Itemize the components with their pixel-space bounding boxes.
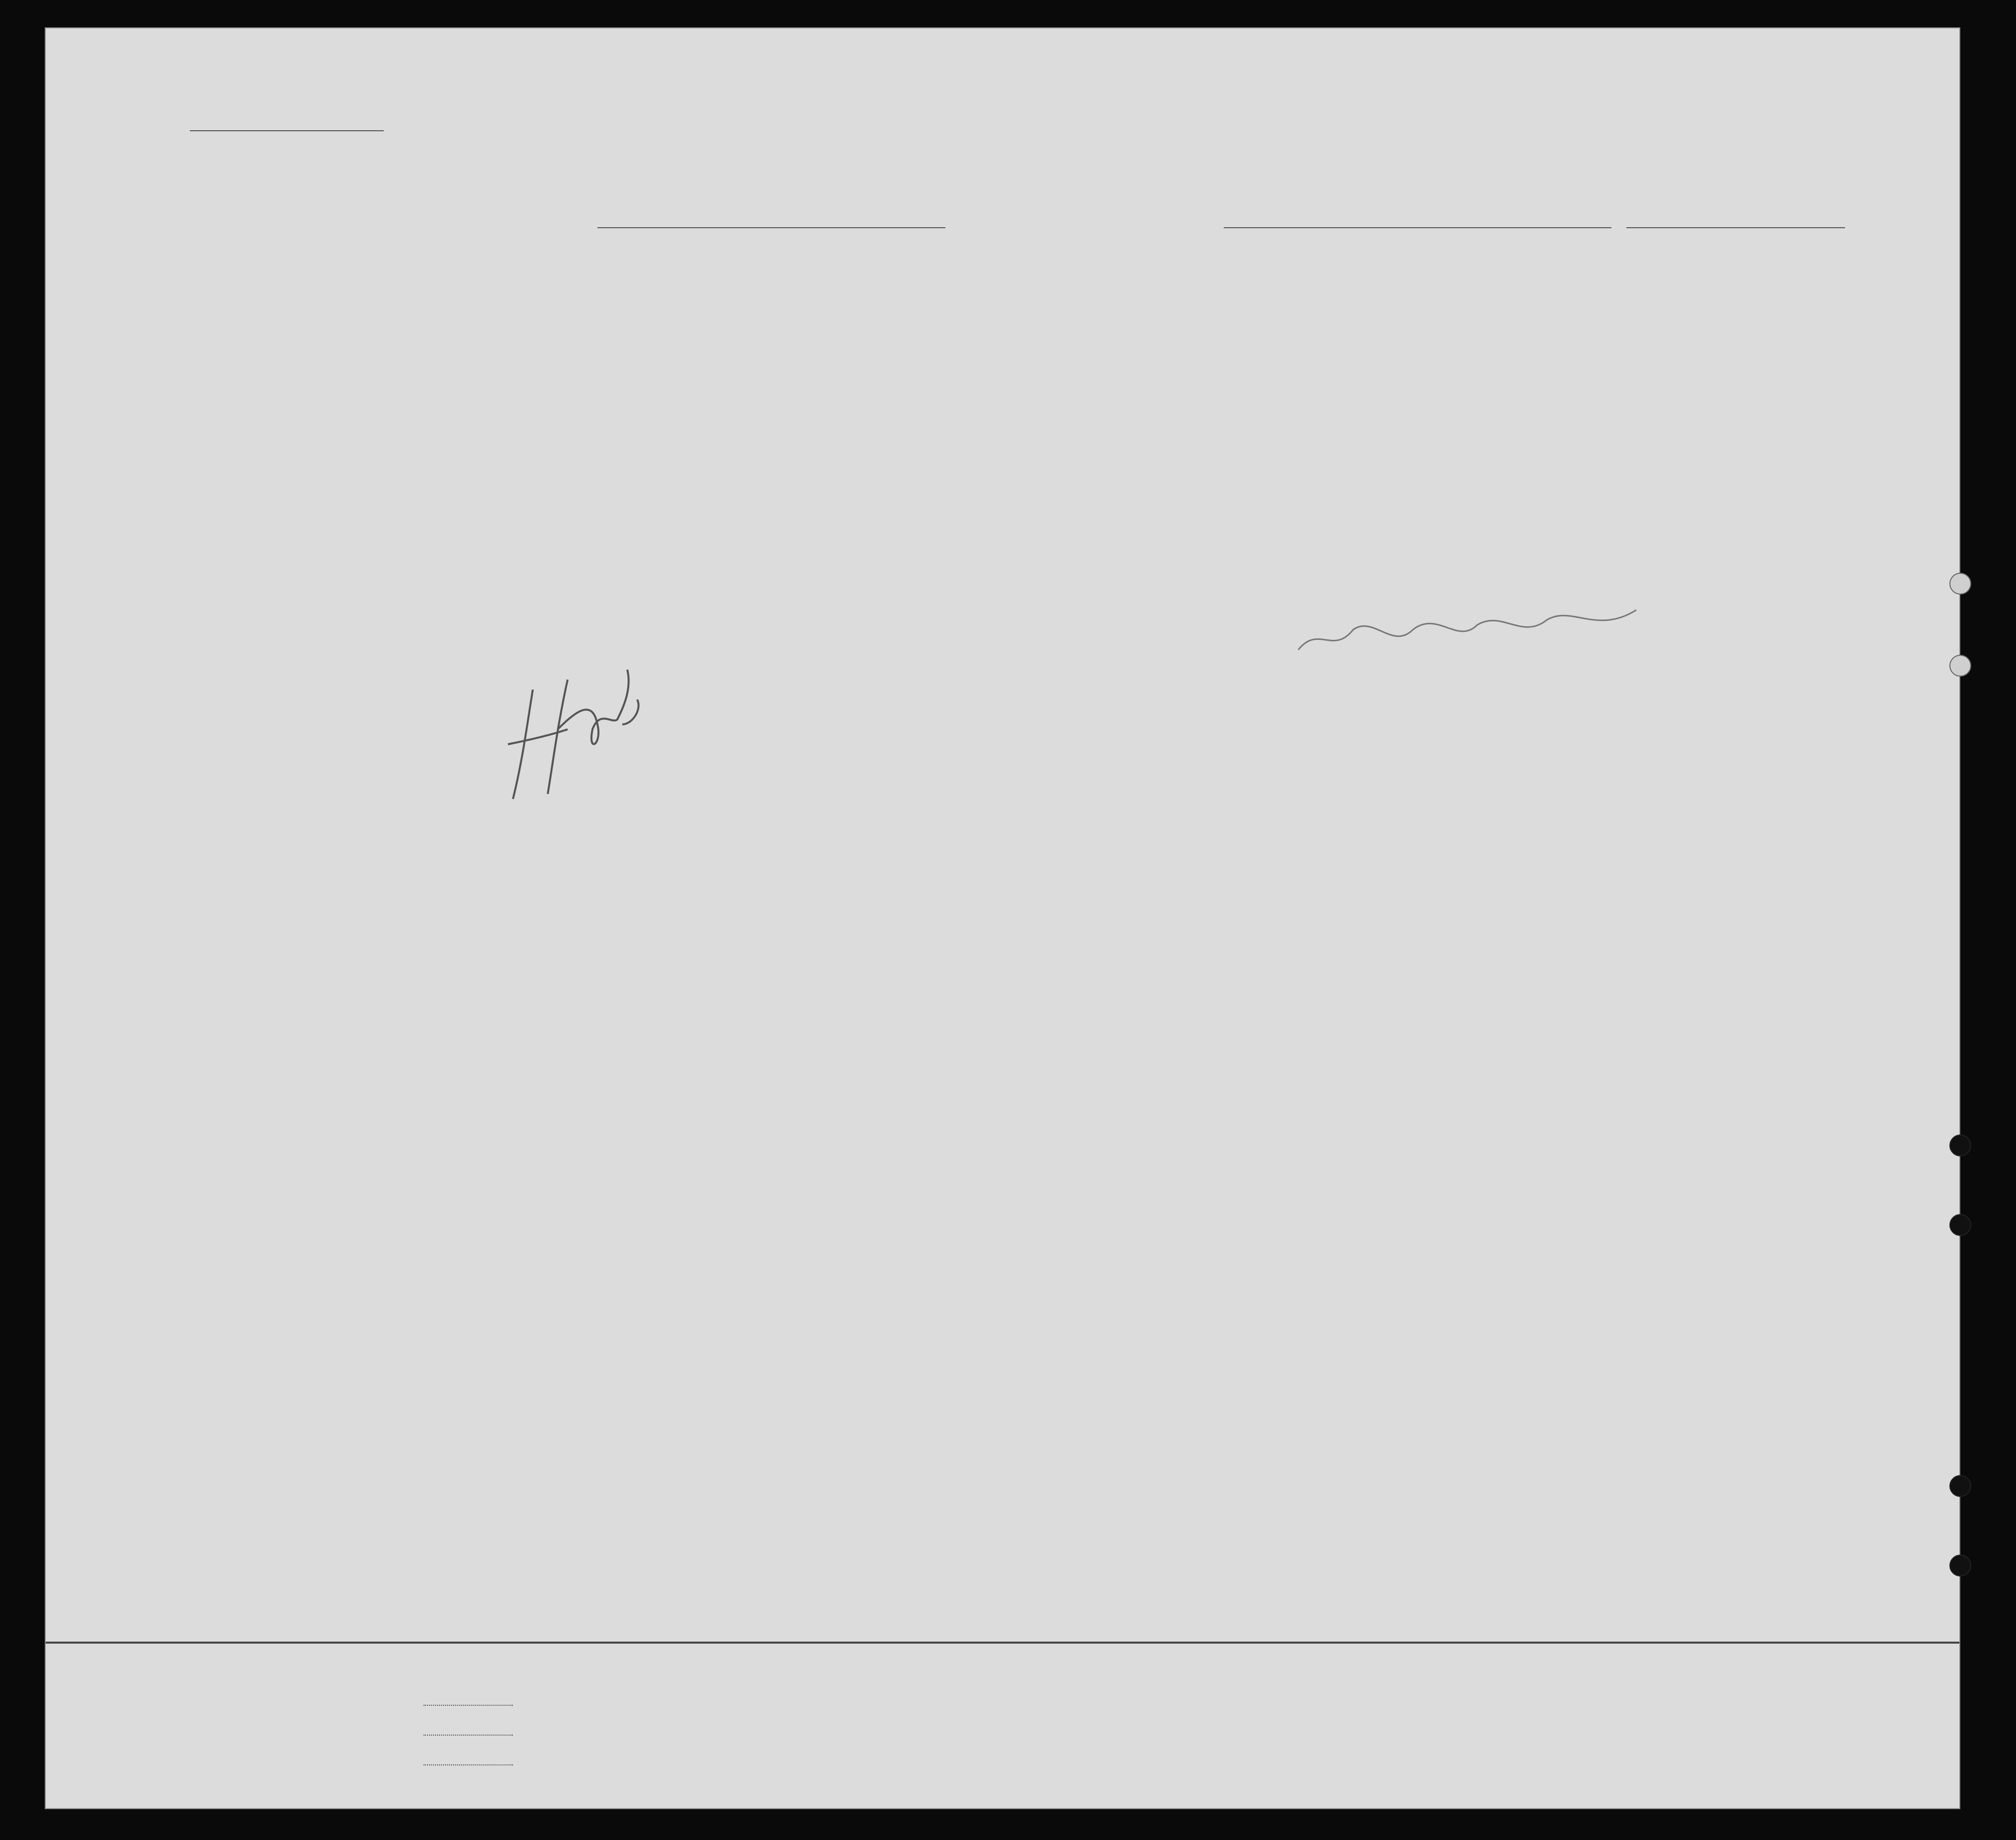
punch-hole-icon	[1949, 1475, 1971, 1497]
punch-hole-icon	[1949, 655, 1971, 677]
ship-underline	[597, 227, 945, 228]
punch-hole-icon	[1949, 1555, 1971, 1577]
footer-aliens-line	[423, 1764, 513, 1765]
punch-hole-icon	[1949, 573, 1971, 595]
footer-citizens-line	[423, 1735, 513, 1736]
footer-total-line	[423, 1705, 513, 1706]
date-underline	[1626, 227, 1845, 228]
list-underline	[190, 130, 384, 131]
punch-hole-icon	[1949, 1214, 1971, 1236]
punch-hole-icon	[1949, 1135, 1971, 1156]
purser-signature	[493, 650, 652, 809]
port-underline	[1224, 227, 1611, 228]
manifest-sheet	[45, 27, 1960, 1809]
footer-divider	[46, 1642, 1959, 1644]
inspector-scrawl	[1288, 595, 1646, 670]
